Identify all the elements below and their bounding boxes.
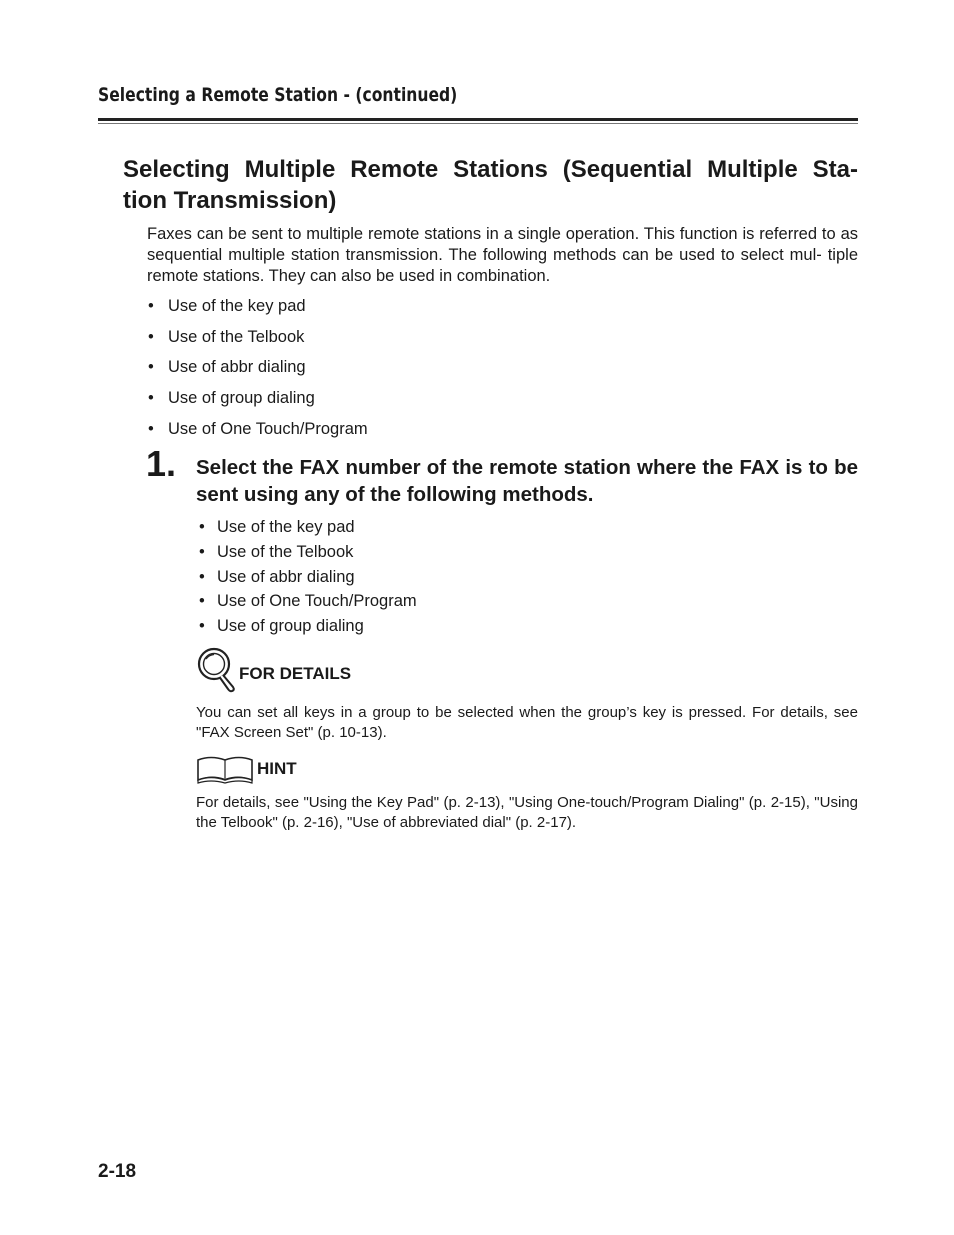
section-title: Selecting Multiple Remote Stations (Sequential Multiple Sta- tion Transmission): [123, 156, 858, 214]
hint-label: HINT: [257, 759, 297, 778]
magnifier-icon: [194, 646, 238, 694]
step-methods-list: [196, 517, 796, 641]
list-item: • Use of the Telbook: [147, 327, 747, 358]
running-header: Selecting a Remote Station - (continued): [98, 84, 458, 106]
methods-list: [147, 296, 747, 449]
list-item: • Use of abbr dialing: [147, 357, 747, 388]
header-rule-thick: [98, 118, 858, 121]
list-item: • Use of the key pad: [147, 296, 747, 327]
book-icon: [196, 755, 254, 785]
list-item: • Use of abbr dialing: [196, 567, 796, 592]
step-number: 1.: [146, 443, 177, 484]
for-details-text: You can set all keys in a group to be selected when the group’s key is pressed. For details, see "FAX Screen Set" (p. 10-13).: [196, 704, 858, 741]
intro-paragraph: Faxes can be sent to multiple remote stations in a single operation. This function is referred to as sequential multiple station transmission. The following methods can be used to select mul- tiple remote stations. They can also be used in combination.: [147, 225, 858, 285]
list-item: • Use of group dialing: [147, 388, 747, 419]
for-details-label: FOR DETAILS: [239, 664, 352, 683]
list-item: • Use of the key pad: [196, 517, 796, 542]
page-number: 2-18: [98, 1161, 137, 1182]
hint-text: For details, see "Using the Key Pad" (p. 2-13), "Using One-touch/Program Dialing" (p. 2-15), "Using the Telbook" (p. 2-16), "Use of abbreviated dial" (p. 2-17).: [196, 794, 858, 831]
header-rule-thin: [98, 123, 858, 124]
step-instruction: Select the FAX number of the remote station where the FAX is to be sent using any of the following methods.: [196, 456, 858, 506]
list-item: • Use of One Touch/Program: [147, 419, 747, 450]
list-item: • Use of the Telbook: [196, 542, 796, 567]
list-item: • Use of One Touch/Program: [196, 591, 796, 616]
list-item: • Use of group dialing: [196, 616, 796, 641]
